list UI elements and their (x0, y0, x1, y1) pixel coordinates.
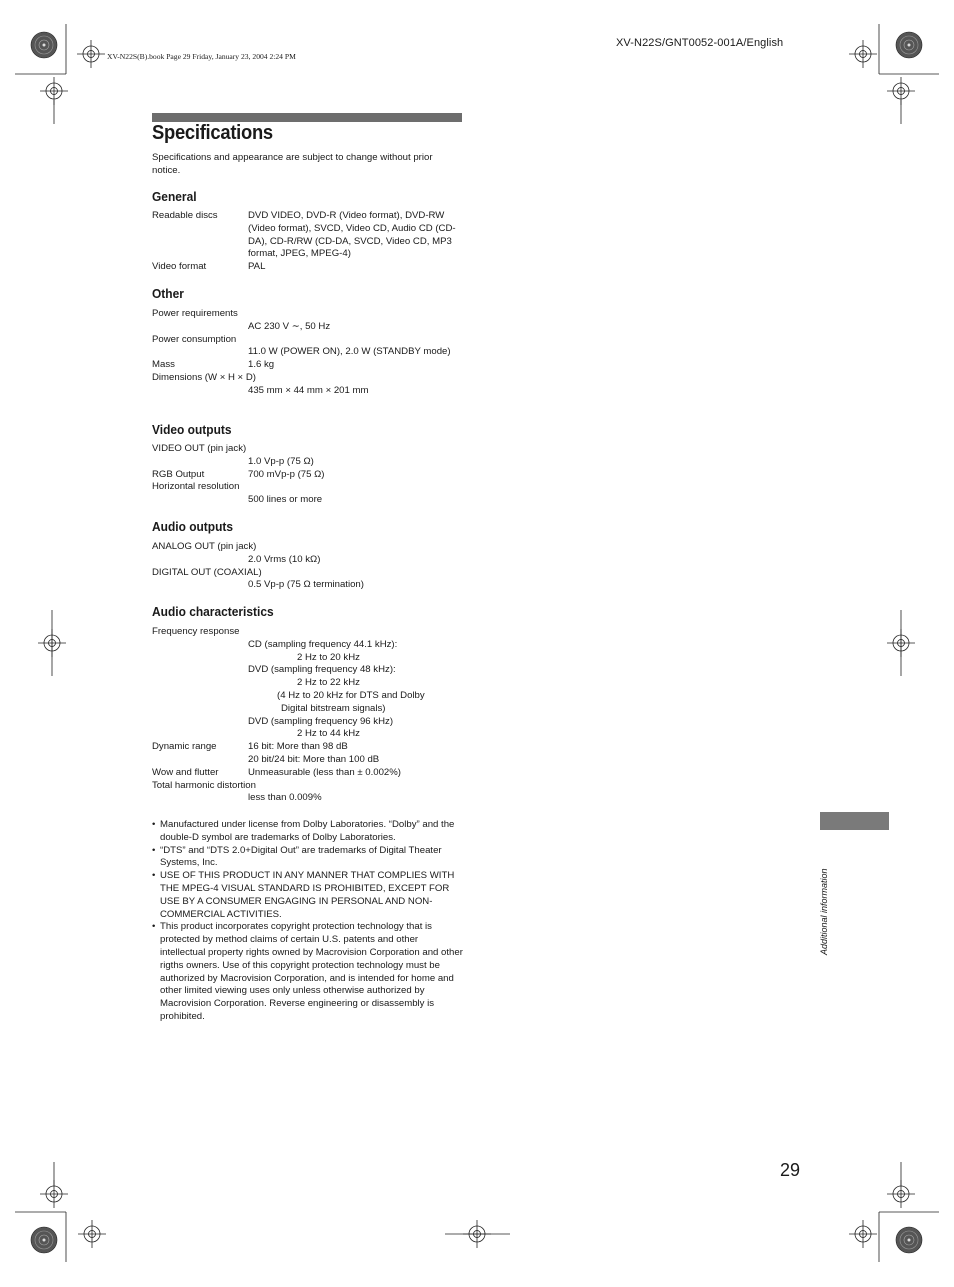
spec-value: DVD (sampling frequency 48 kHz): (248, 664, 396, 676)
spec-value: 500 lines or more (248, 494, 323, 506)
spec-row-wow-flutter (152, 767, 464, 780)
registration-mark-icon (77, 40, 105, 68)
notes-list (152, 819, 464, 1024)
registration-mark-icon (78, 1220, 106, 1248)
list-item (152, 921, 464, 1023)
note-text: “DTS” and “DTS 2.0+Digital Out” are trademarks of Digital Theater Systems, Inc. (160, 844, 442, 869)
doc-code: XV-N22S/GNT0052-001A/English (616, 37, 784, 49)
spec-value: 700 mVp-p (75 Ω) (248, 468, 325, 480)
color-target-icon (896, 1227, 922, 1253)
spec-value: 435 mm × 44 mm × 201 mm (248, 384, 369, 396)
spec-value: less than 0.009% (248, 792, 322, 804)
spec-value: DVD (sampling frequency 96 kHz) (248, 715, 394, 727)
list-item (152, 819, 464, 845)
title-bar (152, 113, 462, 122)
list-item (152, 845, 464, 871)
page-number: 29 (780, 1160, 801, 1180)
spec-label: Power requirements (152, 308, 238, 319)
spec-value: CD (sampling frequency 44.1 kHz): (248, 638, 398, 650)
spec-note: (4 Hz to 20 kHz for DTS and Dolby (277, 689, 425, 701)
registration-mark-icon (849, 1220, 877, 1248)
bullet-icon: • (152, 921, 156, 933)
spec-label: DIGITAL OUT (COAXIAL) (152, 566, 262, 578)
heading-other: Other (152, 286, 184, 301)
list-item (152, 870, 464, 921)
registration-mark-icon (849, 40, 877, 68)
bullet-icon: • (152, 819, 156, 830)
section-other (152, 308, 464, 398)
spec-label: RGB Output (152, 468, 205, 480)
spec-label: Total harmonic distortion (152, 779, 256, 791)
color-target-icon (896, 32, 922, 58)
spec-value: 0.5 Vp-p (75 Ω termination) (248, 579, 364, 591)
spec-note: Digital bitstream signals) (281, 702, 386, 714)
spec-label: ANALOG OUT (pin jack) (152, 541, 257, 552)
spec-label: Readable discs (152, 210, 218, 221)
bullet-icon: • (152, 870, 156, 882)
spec-row-dynamic-range (152, 741, 464, 754)
spec-row-readable-discs (152, 210, 464, 261)
spec-value: 2 Hz to 22 kHz (297, 677, 360, 689)
spec-value: 20 bit/24 bit: More than 100 dB (248, 753, 380, 765)
heading-general: General (152, 189, 197, 204)
section-tab (820, 812, 889, 830)
heading-audio-outputs: Audio outputs (152, 519, 234, 534)
spec-value: 11.0 W (POWER ON), 2.0 W (STANDBY mode) (248, 346, 451, 358)
spec-value: 2 Hz to 20 kHz (297, 651, 360, 663)
spec-row-mass (152, 359, 464, 372)
spec-value: 16 bit: More than 98 dB (248, 741, 348, 753)
spec-row-video-format (152, 261, 464, 274)
spec-value: 2.0 Vrms (10 kΩ) (248, 553, 321, 565)
spec-value: PAL (248, 261, 266, 273)
note-text: This product incorporates copyright protection technology that is protected by method claims of certain U.S. patents and other intellectual property rights owned by Macrovision Corporation and other rigths owners. Use of this copyright protection technology must be authorized by Macrovision Corporation, and is intended for home and other limited viewing uses only unless otherwise authorized by Macrovision Corporation. Reverse engineering or disassembly is prohibited. (160, 921, 463, 1022)
spec-label: Video format (152, 261, 207, 273)
section-audio-outputs (152, 541, 464, 592)
spec-label: Dimensions (W × H × D) (152, 371, 256, 383)
section-audio-characteristics (152, 626, 464, 805)
spec-label: Dynamic range (152, 741, 217, 753)
spec-label: Frequency response (152, 626, 240, 637)
note-text: Manufactured under license from Dolby Laboratories. “Dolby” and the double-D symbol are trademarks of Dolby Laboratories. (160, 819, 455, 843)
spec-value: 1.6 kg (248, 359, 275, 371)
spec-value: 2 Hz to 44 kHz (297, 728, 360, 740)
spec-label: Power consumption (152, 333, 237, 345)
note-text: USE OF THIS PRODUCT IN ANY MANNER THAT COMPLIES WITH THE MPEG-4 VISUAL STANDARD IS PROHIBITED, EXCEPT FOR USE BY A CONSUMER ENGAGING IN PERSONAL AND NON-COMMERCIAL ACTIVITIES. (160, 870, 455, 920)
page-title: Specifications (152, 122, 273, 144)
heading-video-outputs: Video outputs (152, 422, 232, 437)
color-target-icon (31, 1227, 57, 1253)
spec-row-rgb (152, 469, 464, 482)
side-label: Additional information (819, 868, 829, 955)
section-video-outputs (152, 443, 464, 507)
section-general (152, 210, 464, 274)
spec-label: Wow and flutter (152, 766, 219, 778)
spec-label: Mass (152, 359, 175, 371)
color-target-icon (31, 32, 57, 58)
spec-value: DVD VIDEO, DVD-R (Video format), DVD-RW (Video format), SVCD, Video CD, Audio CD (CD-DA), CD-R/RW (CD-DA, SVCD, Video CD, MP3 format, JPEG, MPEG-4) (248, 210, 456, 260)
spec-value: 1.0 Vp-p (75 Ω) (248, 455, 314, 467)
spec-label: VIDEO OUT (pin jack) (152, 443, 247, 454)
book-info-line: XV-N22S(B).book Page 29 Friday, January 23, 2004 2:24 PM (107, 52, 296, 61)
spec-label: Horizontal resolution (152, 481, 240, 493)
bullet-icon: • (152, 844, 156, 856)
spec-value: AC 230 V ∼, 50 Hz (248, 320, 331, 332)
intro-text: Specifications and appearance are subject to change without prior notice. (152, 152, 433, 176)
spec-value: Unmeasurable (less than ± 0.002%) (248, 766, 401, 778)
heading-audio-characteristics: Audio characteristics (152, 604, 274, 619)
